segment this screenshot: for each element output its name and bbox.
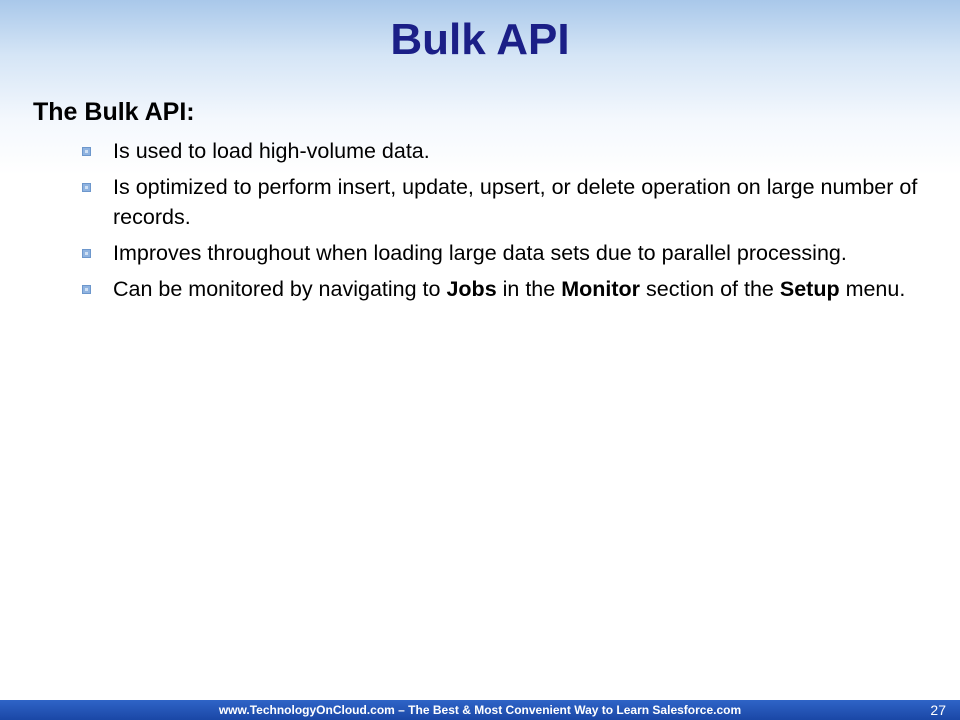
bullet-text — [113, 241, 847, 265]
bullet-item — [33, 172, 923, 232]
page-number: 27 — [930, 702, 946, 718]
bullet-bold-term: Setup — [779, 277, 840, 301]
bullet-text-run: Improves throughout when loading large data sets due to parallel processing. — [113, 241, 847, 265]
slide-title: Bulk API — [390, 15, 570, 64]
square-bullet-icon — [82, 285, 91, 294]
bullet-bold-term: Jobs — [446, 277, 497, 301]
bullet-list — [33, 136, 923, 304]
bullet-text — [113, 277, 905, 301]
square-bullet-icon — [82, 249, 91, 258]
bullet-bold-term: Monitor — [561, 277, 641, 301]
bullet-item — [33, 136, 923, 166]
bullet-text — [113, 139, 430, 163]
bullet-text-run: Is optimized to perform insert, update, upsert, or delete operation on large number of records. — [113, 175, 918, 229]
bullet-item — [33, 238, 923, 268]
footer-bar — [0, 700, 960, 720]
bullet-item — [33, 274, 923, 304]
bullet-text-run: Can be monitored by navigating to — [113, 277, 447, 301]
bullet-text-run: Is used to load high-volume data. — [113, 139, 430, 163]
bullet-text-run: section of the — [640, 277, 780, 301]
square-bullet-icon — [82, 147, 91, 156]
bullet-text — [113, 175, 917, 229]
bullet-text-run: in the — [496, 277, 562, 301]
slide-content — [33, 96, 923, 310]
square-bullet-icon — [82, 183, 91, 192]
footer-text: www.TechnologyOnCloud.com – The Best & Most Convenient Way to Learn Salesforce.com — [218, 703, 742, 717]
slide-subtitle: The Bulk API: — [33, 98, 195, 126]
bullet-text-run: menu. — [839, 277, 906, 301]
